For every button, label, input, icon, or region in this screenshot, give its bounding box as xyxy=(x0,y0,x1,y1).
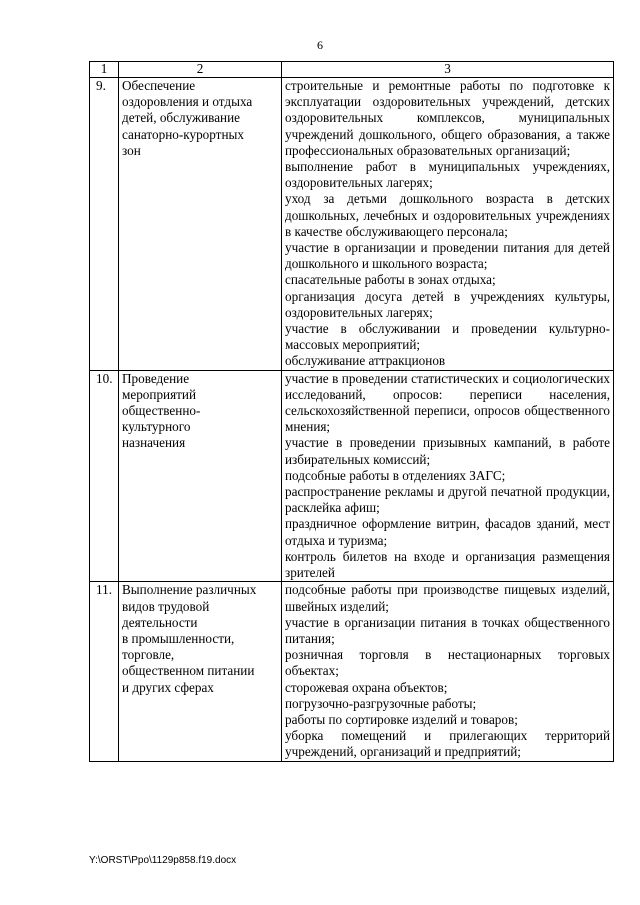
activity-item: распространение рекламы и другой печатной продукции, расклейка афиш; xyxy=(285,484,610,516)
activity-name-line: общественно- xyxy=(122,403,201,419)
table-row xyxy=(90,582,614,761)
activity-item: спасательные работы в зонах отдыха; xyxy=(285,272,496,288)
activity-name-line: оздоровления и отдыха xyxy=(122,94,253,110)
activity-item: праздничное оформление витрин, фасадов зданий, мест отдыха и туризма; xyxy=(285,516,610,548)
activity-name-line: в промышленности, xyxy=(122,630,235,646)
activity-name-line: общественном питании xyxy=(122,663,255,679)
column-header-2: 2 xyxy=(119,62,282,78)
activity-name-line: Обеспечение xyxy=(122,78,196,93)
activity-name-line: санаторно-курортных xyxy=(122,126,244,142)
activity-item: розничная торговля в нестационарных торговых объектах; xyxy=(285,647,610,679)
activity-description xyxy=(282,582,614,761)
activity-name-line: культурного xyxy=(122,419,191,435)
activity-name-line: зон xyxy=(122,142,141,158)
page-number: 6 xyxy=(317,38,323,52)
activity-item: погрузочно-разгрузочные работы; xyxy=(285,695,477,711)
activity-item: участие в обслуживании и проведении культурно-массовых мероприятий; xyxy=(285,321,610,353)
activity-item: уход за детьми дошкольного возраста в детских дошкольных, лечебных и оздоровительных учреждениях в качестве обслуживающего персонала; xyxy=(285,191,610,239)
activity-name xyxy=(119,78,282,371)
activity-name-line: Проведение xyxy=(122,370,190,386)
activity-item: участие в проведении призывных кампаний, в работе избирательных комиссий; xyxy=(285,435,610,467)
activity-name-line: Выполнение различных xyxy=(122,582,257,598)
activity-description xyxy=(282,370,614,582)
activity-name-line: мероприятий xyxy=(122,386,197,402)
activity-item: участие в проведении статистических и социологических исследований, опросов: переписи населения, сельскохозяйственной переписи, опросов общественного мнения; xyxy=(285,370,610,435)
activity-item: работы по сортировке изделий и товаров; xyxy=(285,711,518,727)
activity-item: подсобные работы при производстве пищевых изделий, швейных изделий; xyxy=(285,582,610,614)
activity-item: участие в организации и проведении питания для детей дошкольного и школьного возраста; xyxy=(285,240,610,272)
activity-item: сторожевая охрана объектов; xyxy=(285,679,448,695)
activity-name-line: и других сферах xyxy=(122,679,214,695)
activity-name-line: торговле, xyxy=(122,647,175,663)
activity-name-line: назначения xyxy=(122,435,186,451)
table-row xyxy=(90,370,614,582)
activity-name xyxy=(119,370,282,582)
table-row xyxy=(90,78,614,371)
activity-name-line: деятельности xyxy=(122,614,198,630)
activity-item: контроль билетов на входе и организация размещения зрителей xyxy=(285,548,610,581)
activities-table xyxy=(89,61,614,762)
activity-item: уборка помещений и прилегающих территорий учреждений, организаций и предприятий; xyxy=(285,728,610,760)
row-number: 11. xyxy=(90,582,119,761)
table-header-row xyxy=(90,62,614,78)
activity-item: выполнение работ в муниципальных учреждениях, оздоровительных лагерях; xyxy=(285,159,610,191)
activity-name-line: видов трудовой xyxy=(122,598,210,614)
row-number: 10. xyxy=(90,370,119,582)
activity-item: участие в организации питания в точках общественного питания; xyxy=(285,614,610,646)
activity-name xyxy=(119,582,282,761)
file-path-footer: Y:\ORST\Ppo\1129p858.f19.docx xyxy=(89,855,237,866)
column-header-1: 1 xyxy=(90,62,119,78)
activity-item: строительные и ремонтные работы по подготовке к эксплуатации оздоровительных учреждений, детских оздоровительных комплексов, муниципальных учреждений дошкольного, общего образования, а также профессиональных образовательных организаций; xyxy=(285,78,610,158)
activity-description xyxy=(282,78,614,371)
activity-item: обслуживание аттракционов xyxy=(285,353,446,369)
column-header-3: 3 xyxy=(282,62,614,78)
activity-item: организация досуга детей в учреждениях культуры, оздоровительных лагерях; xyxy=(285,288,610,320)
activity-item: подсобные работы в отделениях ЗАГС; xyxy=(285,467,506,483)
activity-name-line: детей, обслуживание xyxy=(122,110,241,126)
row-number: 9. xyxy=(90,78,119,371)
